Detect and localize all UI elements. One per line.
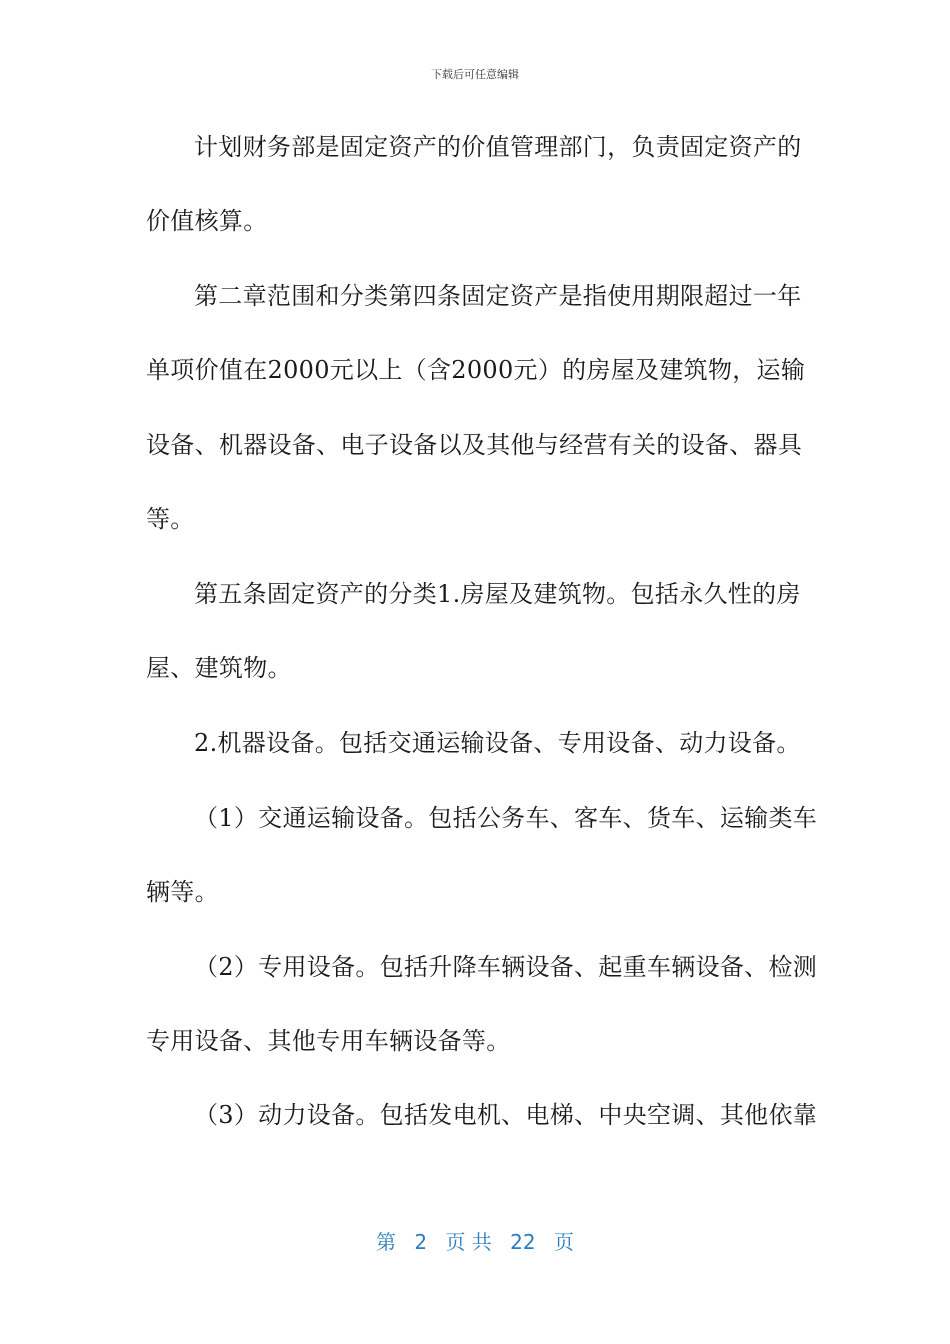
header-note: 下载后可任意编辑 [431, 68, 519, 81]
footer-middle: 页 共 [445, 1230, 492, 1254]
paragraph-line: 屋、建筑物。 [146, 654, 292, 682]
paragraph-line: （1）交通运输设备。包括公务车、客车、货车、运输类车 [194, 804, 818, 832]
current-page-number: 2 [414, 1230, 428, 1254]
paragraph-line: 辆等。 [146, 878, 219, 906]
paragraph-line: 第二章范围和分类第四条固定资产是指使用期限超过一年 [194, 282, 802, 310]
page-footer [0, 1226, 950, 1255]
total-pages-number: 22 [510, 1230, 536, 1254]
paragraph-line: 设备、机器设备、电子设备以及其他与经营有关的设备、器具 [146, 431, 803, 459]
paragraph-line: 等。 [146, 505, 195, 533]
paragraph-line: 价值核算。 [146, 207, 268, 235]
footer-suffix: 页 [553, 1230, 574, 1254]
paragraph-line: 单项价值在2000元以上（含2000元）的房屋及建筑物，运输 [146, 356, 806, 384]
paragraph-line: 计划财务部是固定资产的价值管理部门，负责固定资产的 [194, 133, 802, 161]
paragraph-line: 第五条固定资产的分类1.房屋及建筑物。包括永久性的房 [194, 580, 801, 608]
footer-prefix: 第 [376, 1230, 396, 1254]
paragraph-line: （3）动力设备。包括发电机、电梯、中央空调、其他依靠 [194, 1101, 818, 1129]
paragraph-line: （2）专用设备。包括升降车辆设备、起重车辆设备、检测 [194, 953, 818, 981]
paragraph-line: 专用设备、其他专用车辆设备等。 [146, 1027, 511, 1055]
paragraph-line: 2.机器设备。包括交通运输设备、专用设备、动力设备。 [194, 729, 801, 757]
